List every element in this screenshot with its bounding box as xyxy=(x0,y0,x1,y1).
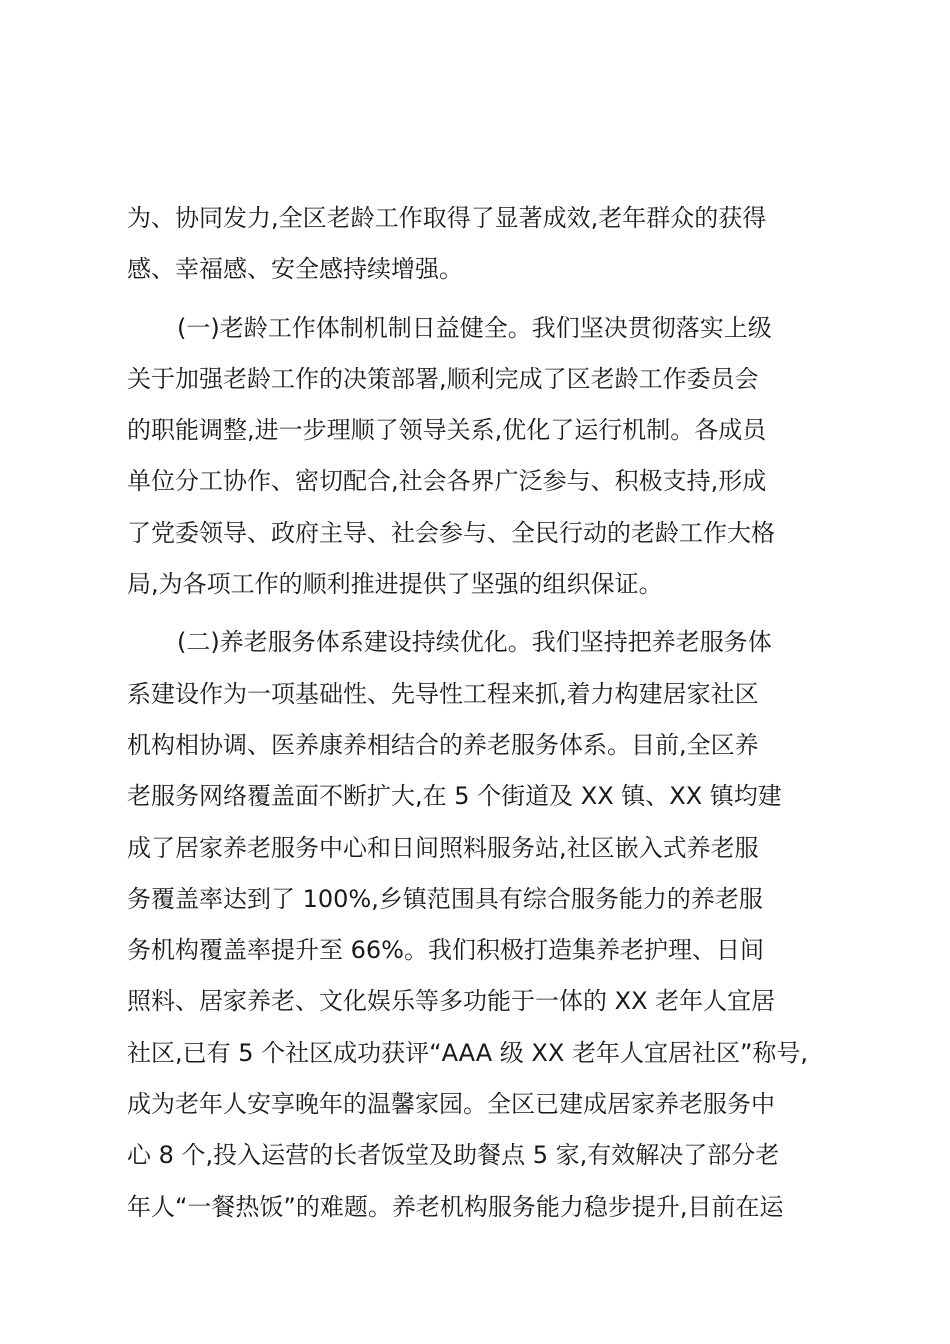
paragraph-continuation xyxy=(127,193,827,296)
text-line: 局,为各项工作的顺利推进提供了坚强的组织保证。 xyxy=(127,570,663,599)
text-line: 心 8 个,投入运营的长者饭堂及助餐点 5 家,有效解决了部分老 xyxy=(127,1141,780,1170)
text-line: 务覆盖率达到了 100%,乡镇范围具有综合服务能力的养老服 xyxy=(127,884,763,913)
text-line: 务机构覆盖率提升至 66%。我们积极打造集养老护理、日间 xyxy=(127,936,764,965)
text-line: 系建设作为一项基础性、先导性工程来抓,着力构建居家社区 xyxy=(127,679,759,708)
text-line: 照料、居家养老、文化娱乐等多功能于一体的 XX 老年人宜居 xyxy=(127,987,776,1016)
text-line: (一)老龄工作体制机制日益健全。我们坚决贯彻落实上级 xyxy=(177,313,772,342)
text-line: 社区,已有 5 个社区成功获评“AAA 级 XX 老年人宜居社区”称号, xyxy=(127,1038,809,1067)
text-line: 成为老年人安享晚年的温馨家园。全区已建成居家养老服务中 xyxy=(127,1090,775,1119)
paragraph-elderly-care-system xyxy=(127,617,827,1233)
text-line: 了党委领导、政府主导、社会参与、全民行动的老龄工作大格 xyxy=(127,518,775,547)
text-line: 感、幸福感、安全感持续增强。 xyxy=(127,255,463,284)
text-line: 关于加强老龄工作的决策部署,顺利完成了区老龄工作委员会 xyxy=(127,364,759,393)
text-line: 成了居家养老服务中心和日间照料服务站,社区嵌入式养老服 xyxy=(127,833,759,862)
text-line: 年人“一餐热饭”的难题。养老机构服务能力稳步提升,目前在运 xyxy=(127,1192,784,1221)
text-line: 为、协同发力,全区老龄工作取得了显著成效,老年群众的获得 xyxy=(127,204,767,232)
text-line: (二)养老服务体系建设持续优化。我们坚持把养老服务体 xyxy=(177,628,772,657)
text-line: 的职能调整,进一步理顺了领导关系,优化了运行机制。各成员 xyxy=(127,416,767,445)
text-line: 机构相协调、医养康养相结合的养老服务体系。目前,全区养 xyxy=(127,730,759,759)
paragraph-aging-work-mechanism xyxy=(127,303,827,611)
document-body xyxy=(127,193,827,1233)
text-line: 老服务网络覆盖面不断扩大,在 5 个街道及 XX 镇、XX 镇均建 xyxy=(127,782,782,811)
text-line: 单位分工协作、密切配合,社会各界广泛参与、积极支持,形成 xyxy=(127,467,767,496)
